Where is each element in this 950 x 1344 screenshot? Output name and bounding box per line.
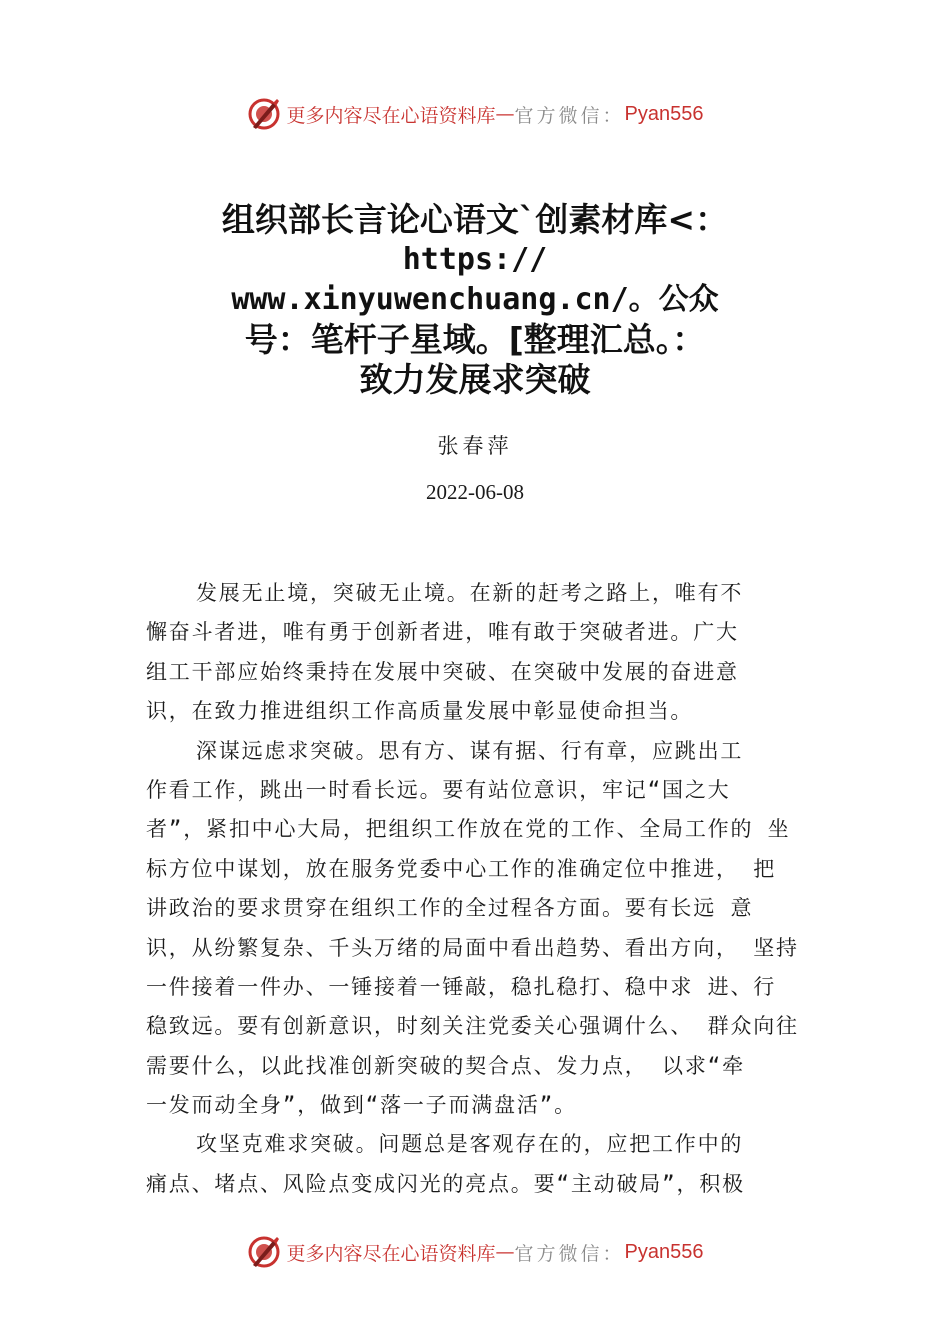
body-line: 一发而动全身”，做到“落一子而满盘活”。	[146, 1093, 577, 1118]
document-title	[150, 200, 800, 400]
banner-handle: Pyan556	[624, 1240, 704, 1263]
body-line: 标方位中谋划，放在服务党委中心工作的准确定位中推进， 把	[146, 856, 777, 881]
banner-dash: —	[495, 1241, 515, 1263]
body-line: 作看工作，跳出一时看长远。要有站位意识，牢记“国之大	[146, 777, 731, 802]
body-line: 者”，紧扣中心大局，把组织工作放在党的工作、全局工作的 坐	[146, 817, 791, 842]
body-line: 识，从纷繁复杂、千头万绪的局面中看出趋势、看出方向， 坚持	[146, 935, 799, 960]
body-line: 组工干部应始终秉持在发展中突破、在突破中发展的奋进意	[146, 659, 739, 684]
footer-banner	[0, 1232, 950, 1272]
banner-text: 更多内容尽在心语资料库	[286, 104, 496, 127]
title-line: www.xinyuwenchuang.cn/。公众	[231, 282, 719, 317]
date: 2022-06-08	[426, 480, 524, 504]
banner-label: 官方微信：	[514, 104, 625, 127]
body-line: 讲政治的要求贯穿在组织工作的全过程各方面。要有长远 意	[146, 896, 754, 921]
header-banner	[0, 94, 950, 134]
banner-label: 官方微信：	[514, 1242, 625, 1265]
title-line: 号：笔杆子星域。[整理汇总。：	[244, 320, 706, 359]
banner-text: 更多内容尽在心语资料库	[286, 1242, 496, 1265]
body-line: 攻坚克难求突破。问题总是客观存在的，应把工作中的	[196, 1132, 744, 1157]
body-line: 识，在致力推进组织工作高质量发展中彰显使命担当。	[146, 699, 694, 724]
body-line: 深谋远虑求突破。思有方、谋有据、行有章，应跳出工	[196, 738, 744, 763]
pen-logo-icon	[247, 1235, 281, 1269]
body-line: 懈奋斗者进，唯有勇于创新者进，唯有敢于突破者进。广大	[146, 620, 739, 645]
author: 张春萍	[437, 434, 513, 458]
body-line: 痛点、堵点、风险点变成闪光的亮点。要“主动破局”，积极	[146, 1171, 745, 1196]
body-line: 稳致远。要有创新意识，时刻关注党委关心强调什么、 群众向往	[146, 1014, 799, 1039]
body-line: 发展无止境，突破无止境。在新的赶考之路上，唯有不	[196, 581, 744, 605]
banner-dash: —	[495, 103, 515, 125]
body-line: 需要什么，以此找准创新突破的契合点、发力点， 以求“牵	[146, 1053, 745, 1078]
banner-handle: Pyan556	[624, 102, 704, 125]
pen-logo-icon	[247, 97, 281, 131]
title-line: https://	[402, 242, 548, 277]
title-line: 致力发展求突破	[359, 360, 591, 399]
document-body	[146, 574, 836, 1204]
body-line: 一件接着一件办、一锤接着一锤敲，稳扎稳打、稳中求 进、行	[146, 974, 777, 999]
title-line: 组织部长言论心语文`创素材库<：	[221, 200, 729, 239]
